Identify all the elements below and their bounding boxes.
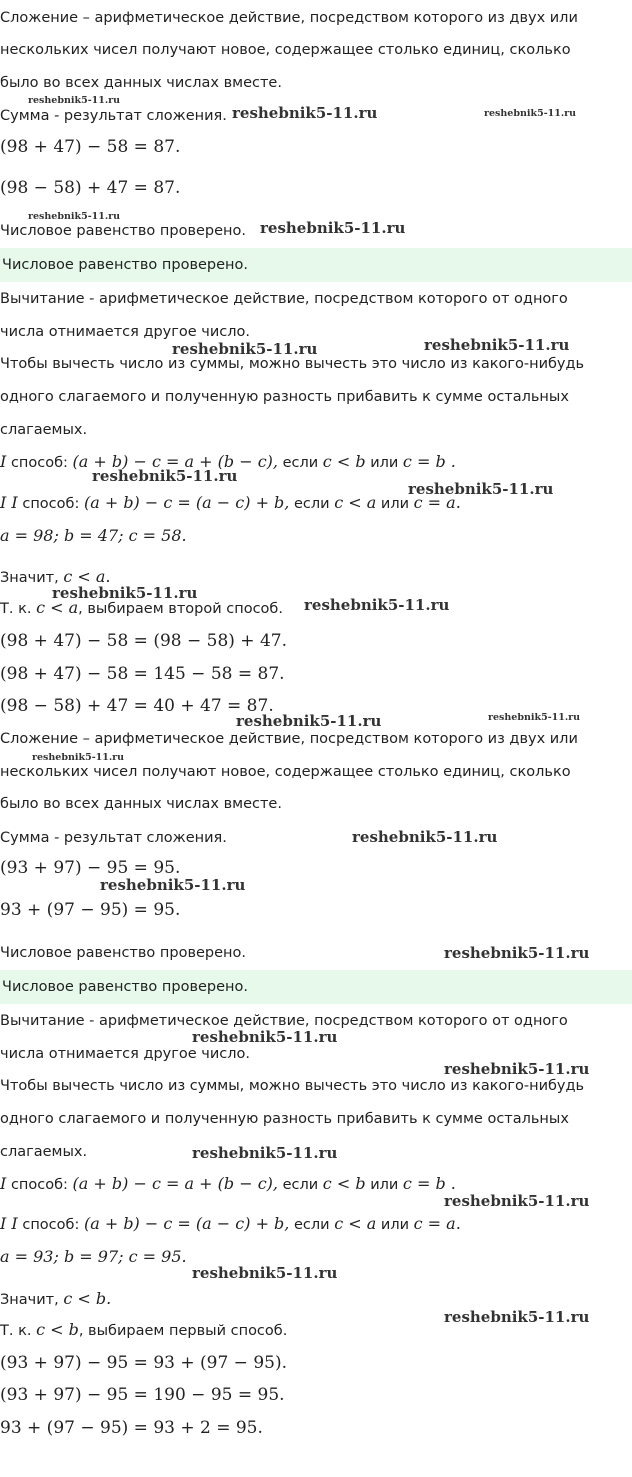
addition-definition-line-3: было во всех данных числах вместе. [0, 75, 282, 91]
method-2-formula: (a + b) − c = (a − c) + b, [83, 493, 290, 512]
values-line: a = 93; b = 97; c = 95. [0, 1247, 187, 1266]
choice-text: , выбираем второй способ. [78, 601, 283, 617]
watermark: reshebnik5-11.ru [192, 1028, 338, 1046]
watermark: reshebnik5-11.ru [92, 467, 238, 485]
addition-definition-line-1: Сложение – арифметическое действие, посредством которого из двух или [0, 10, 578, 26]
method-1-if: если [282, 1177, 319, 1193]
method-1-or: или [370, 455, 399, 471]
hence-math: c < b. [63, 1289, 112, 1308]
rule-line-1: Чтобы вычесть число из суммы, можно вычесть это число из какого-нибудь [0, 356, 585, 372]
method-2-label: способ: [22, 1217, 80, 1233]
equation-1: (98 + 47) − 58 = 87. [0, 137, 181, 157]
verified-highlight [0, 248, 632, 282]
calculation-2: (98 + 47) − 58 = 145 − 58 = 87. [0, 664, 285, 684]
subtraction-definition-line-2: числа отнимается другое число. [0, 324, 250, 340]
method-1-condition-1: c < b [322, 1174, 366, 1193]
method-1-formula: (a + b) − c = a + (b − c), [72, 452, 278, 471]
hence-math: c < a. [63, 567, 111, 586]
watermark: reshebnik5-11.ru [488, 712, 581, 723]
method-1-line [0, 1174, 456, 1195]
watermark: reshebnik5-11.ru [172, 340, 318, 358]
hence-label: Значит, [0, 570, 59, 586]
addition-definition-line-2: нескольких чисел получают новое, содержащее столько единиц, сколько [0, 764, 571, 780]
method-1-label: способ: [10, 1177, 68, 1193]
calculation-3: 93 + (97 − 95) = 93 + 2 = 95. [0, 1418, 263, 1438]
method-2-roman: I I [0, 1214, 18, 1233]
hence-line [0, 1289, 111, 1310]
calculation-2: (93 + 97) − 95 = 190 − 95 = 95. [0, 1385, 285, 1405]
method-1-condition-2: c = b . [402, 452, 456, 471]
rule-line-2: одного слагаемого и полученную разность прибавить к сумме остальных [0, 1111, 569, 1127]
watermark: reshebnik5-11.ru [424, 336, 570, 354]
calculation-1: (93 + 97) − 95 = 93 + (97 − 95). [0, 1353, 287, 1373]
choice-math: c < b [36, 1320, 79, 1339]
addition-definition-line-3: было во всех данных числах вместе. [0, 796, 282, 812]
method-1-label: способ: [10, 455, 68, 471]
verified-highlight [0, 970, 632, 1004]
sum-definition: Сумма - результат сложения. [0, 108, 227, 124]
choice-label: Т. к. [0, 1323, 32, 1339]
hence-label: Значит, [0, 1292, 59, 1308]
watermark: reshebnik5-11.ru [192, 1264, 338, 1282]
method-2-label: способ: [22, 496, 80, 512]
equation-1: (93 + 97) − 95 = 95. [0, 858, 181, 878]
subtraction-definition-line-1: Вычитание - арифметическое действие, посредством которого от одного [0, 1013, 568, 1029]
verified-text: Числовое равенство проверено. [0, 945, 247, 961]
watermark: reshebnik5-11.ru [260, 219, 406, 237]
calculation-1: (98 + 47) − 58 = (98 − 58) + 47. [0, 631, 287, 651]
addition-definition-line-1: Сложение – арифметическое действие, посредством которого из двух или [0, 731, 578, 747]
method-1-roman: I [0, 1174, 7, 1193]
method-1-if: если [282, 455, 319, 471]
watermark: reshebnik5-11.ru [444, 944, 590, 962]
method-2-condition-1: c < a [334, 493, 377, 512]
rule-line-1: Чтобы вычесть число из суммы, можно вычесть это число из какого-нибудь [0, 1078, 585, 1094]
method-1-condition-1: c < b [322, 452, 366, 471]
watermark: reshebnik5-11.ru [32, 752, 125, 763]
method-2-line [0, 493, 461, 514]
method-2-if: если [294, 496, 330, 512]
method-1-roman: I [0, 452, 7, 471]
watermark: reshebnik5-11.ru [52, 584, 198, 602]
verified-text: Числовое равенство проверено. [0, 223, 247, 239]
method-2-or: или [380, 1217, 410, 1233]
watermark: reshebnik5-11.ru [100, 876, 246, 894]
watermark: reshebnik5-11.ru [352, 828, 498, 846]
watermark: reshebnik5-11.ru [408, 480, 554, 498]
verified-highlight-text: Числовое равенство проверено. [2, 257, 249, 273]
method-1-formula: (a + b) − c = a + (b − c), [72, 1174, 278, 1193]
rule-line-3: слагаемых. [0, 1144, 88, 1160]
choice-text: , выбираем первый способ. [78, 1323, 288, 1339]
subtraction-definition-line-2: числа отнимается другое число. [0, 1046, 250, 1062]
watermark: reshebnik5-11.ru [232, 104, 378, 122]
sum-definition: Сумма - результат сложения. [0, 830, 227, 846]
method-1-or: или [370, 1177, 399, 1193]
values-line: a = 98; b = 47; c = 58. [0, 526, 187, 545]
subtraction-definition-line-1: Вычитание - арифметическое действие, посредством которого от одного [0, 291, 568, 307]
calculation-3: (98 − 58) + 47 = 40 + 47 = 87. [0, 696, 274, 716]
method-2-line [0, 1214, 461, 1235]
equation-2: 93 + (97 − 95) = 95. [0, 900, 181, 920]
method-2-roman: I I [0, 493, 18, 512]
watermark: reshebnik5-11.ru [444, 1060, 590, 1078]
choice-label: Т. к. [0, 601, 32, 617]
equation-2: (98 − 58) + 47 = 87. [0, 178, 181, 198]
addition-definition-line-2: нескольких чисел получают новое, содержащее столько единиц, сколько [0, 42, 571, 58]
method-2-condition-1: c < a [334, 1214, 377, 1233]
rule-line-2: одного слагаемого и полученную разность прибавить к сумме остальных [0, 389, 569, 405]
rule-line-3: слагаемых. [0, 422, 88, 438]
method-2-condition-2: c = a. [413, 1214, 461, 1233]
method-1-condition-2: c = b . [402, 1174, 456, 1193]
method-2-condition-2: c = a. [413, 493, 461, 512]
watermark: reshebnik5-11.ru [484, 108, 577, 119]
watermark: reshebnik5-11.ru [28, 211, 121, 222]
choice-line [0, 1320, 287, 1341]
method-2-if: если [294, 1217, 330, 1233]
watermark: reshebnik5-11.ru [28, 95, 121, 106]
choice-math: c < a [36, 598, 79, 617]
watermark: reshebnik5-11.ru [444, 1192, 590, 1210]
verified-highlight-text: Числовое равенство проверено. [2, 979, 249, 995]
method-2-formula: (a + b) − c = (a − c) + b, [83, 1214, 290, 1233]
watermark: reshebnik5-11.ru [444, 1308, 590, 1326]
method-2-or: или [380, 496, 410, 512]
watermark: reshebnik5-11.ru [236, 712, 382, 730]
watermark: reshebnik5-11.ru [192, 1144, 338, 1162]
watermark: reshebnik5-11.ru [304, 596, 450, 614]
